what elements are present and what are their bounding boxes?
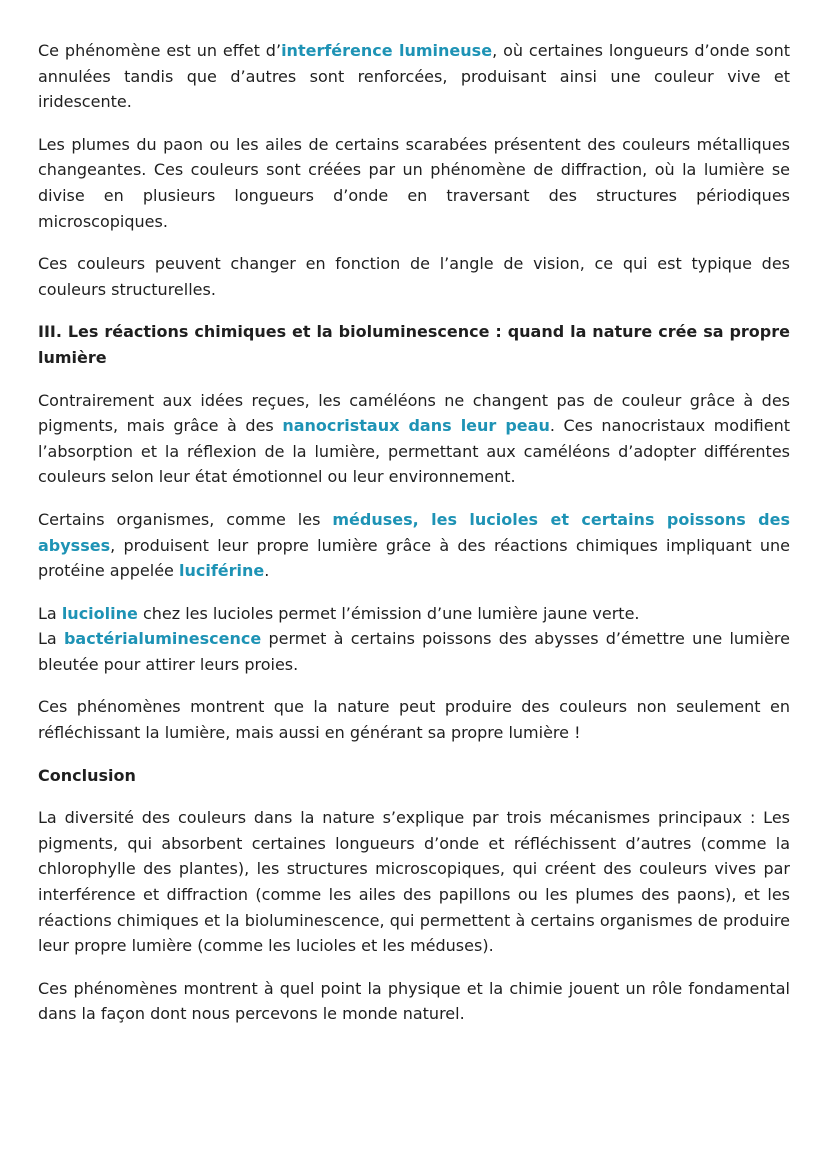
highlight-lucioline: lucioline <box>61 603 138 623</box>
highlight-luciferin: luciférine <box>178 561 265 581</box>
paragraph-structural-colors: Ces couleurs peuvent changer en fonction de l’angle de vision, ce qui est typique des couleurs structurelles. <box>38 254 790 299</box>
highlight-interference: interférence lumineuse <box>281 41 493 60</box>
paragraph-conclusion-final: Ces phénomènes montrent à quel point la physique et la chimie jouent un rôle fondamental dans la façon dont nous percevons le monde naturel. <box>38 978 790 1024</box>
highlight-bacterial-luminescence: bactérialuminescence <box>63 629 262 649</box>
paragraph-chameleons: Contrairement aux idées reçues, les caméléons ne changent pas de couleur grâce à des pigments, mais grâce à des nanocristaux dans leur peau. Ces nanocristaux modifient l’absorption et la réflexion de la lumière, permettant aux caméléons d’adopter différentes couleurs selon leur état émotionnel ou leur environnement. <box>38 390 791 487</box>
section-heading-conclusion: Conclusion <box>38 765 136 785</box>
paragraph-conclusion-summary: La diversité des couleurs dans la nature s’explique par trois mécanismes principaux : Les pigments, qui absorbent certaines longueurs d’onde et réfléchissent d’autres (comme la chlorophylle des plantes), les structures microscopiques, qui créent des couleurs vives par interférence et diffraction (comme les ailes des papillons ou les plumes des paons), et les réactions chimiques et la bioluminescence, qui permettent à certains organismes de produire leur propre lumière (comme les lucioles et les méduses). <box>38 808 790 956</box>
highlight-organisms: méduses, les lucioles et certains poissons des abysses <box>38 509 791 555</box>
paragraph-diffraction: Les plumes du paon ou les ailes de certains scarabées présentent des couleurs métalliques changeantes. Ces couleurs sont créées par un phénomène de diffraction, où la lumière se divise en plusieurs longueurs d’onde en traversant des structures périodiques microscopiques. <box>38 134 790 231</box>
section-heading-bioluminescence: III. Les réactions chimiques et la bioluminescence : quand la nature crée sa propre lumière <box>38 322 790 367</box>
paragraph-lucioline: La lucioline chez les lucioles permet l’émission d’une lumière jaune verte. <box>38 603 640 623</box>
paragraph-nature-light: Ces phénomènes montrent que la nature peut produire des couleurs non seulement en réfléchissant la lumière, mais aussi en générant sa propre lumière ! <box>38 697 790 743</box>
paragraph-interference: Ce phénomène est un effet d’interférence lumineuse, où certaines longueurs d’onde sont annulées tandis que d’autres sont renforcées, produisant ainsi une couleur vive et iridescente. <box>38 41 791 112</box>
paragraph-bacterial-luminescence: La bactérialuminescence permet à certains poissons des abysses d’émettre une lumière bleutée pour attirer leurs proies. <box>38 629 791 674</box>
highlight-nanocrystals: nanocristaux dans leur peau <box>282 416 550 436</box>
paragraph-organisms: Certains organismes, comme les méduses, les lucioles et certains poissons des abysses, produisent leur propre lumière grâce à des réactions chimiques impliquant une protéine appelée luciférine. <box>38 509 791 581</box>
